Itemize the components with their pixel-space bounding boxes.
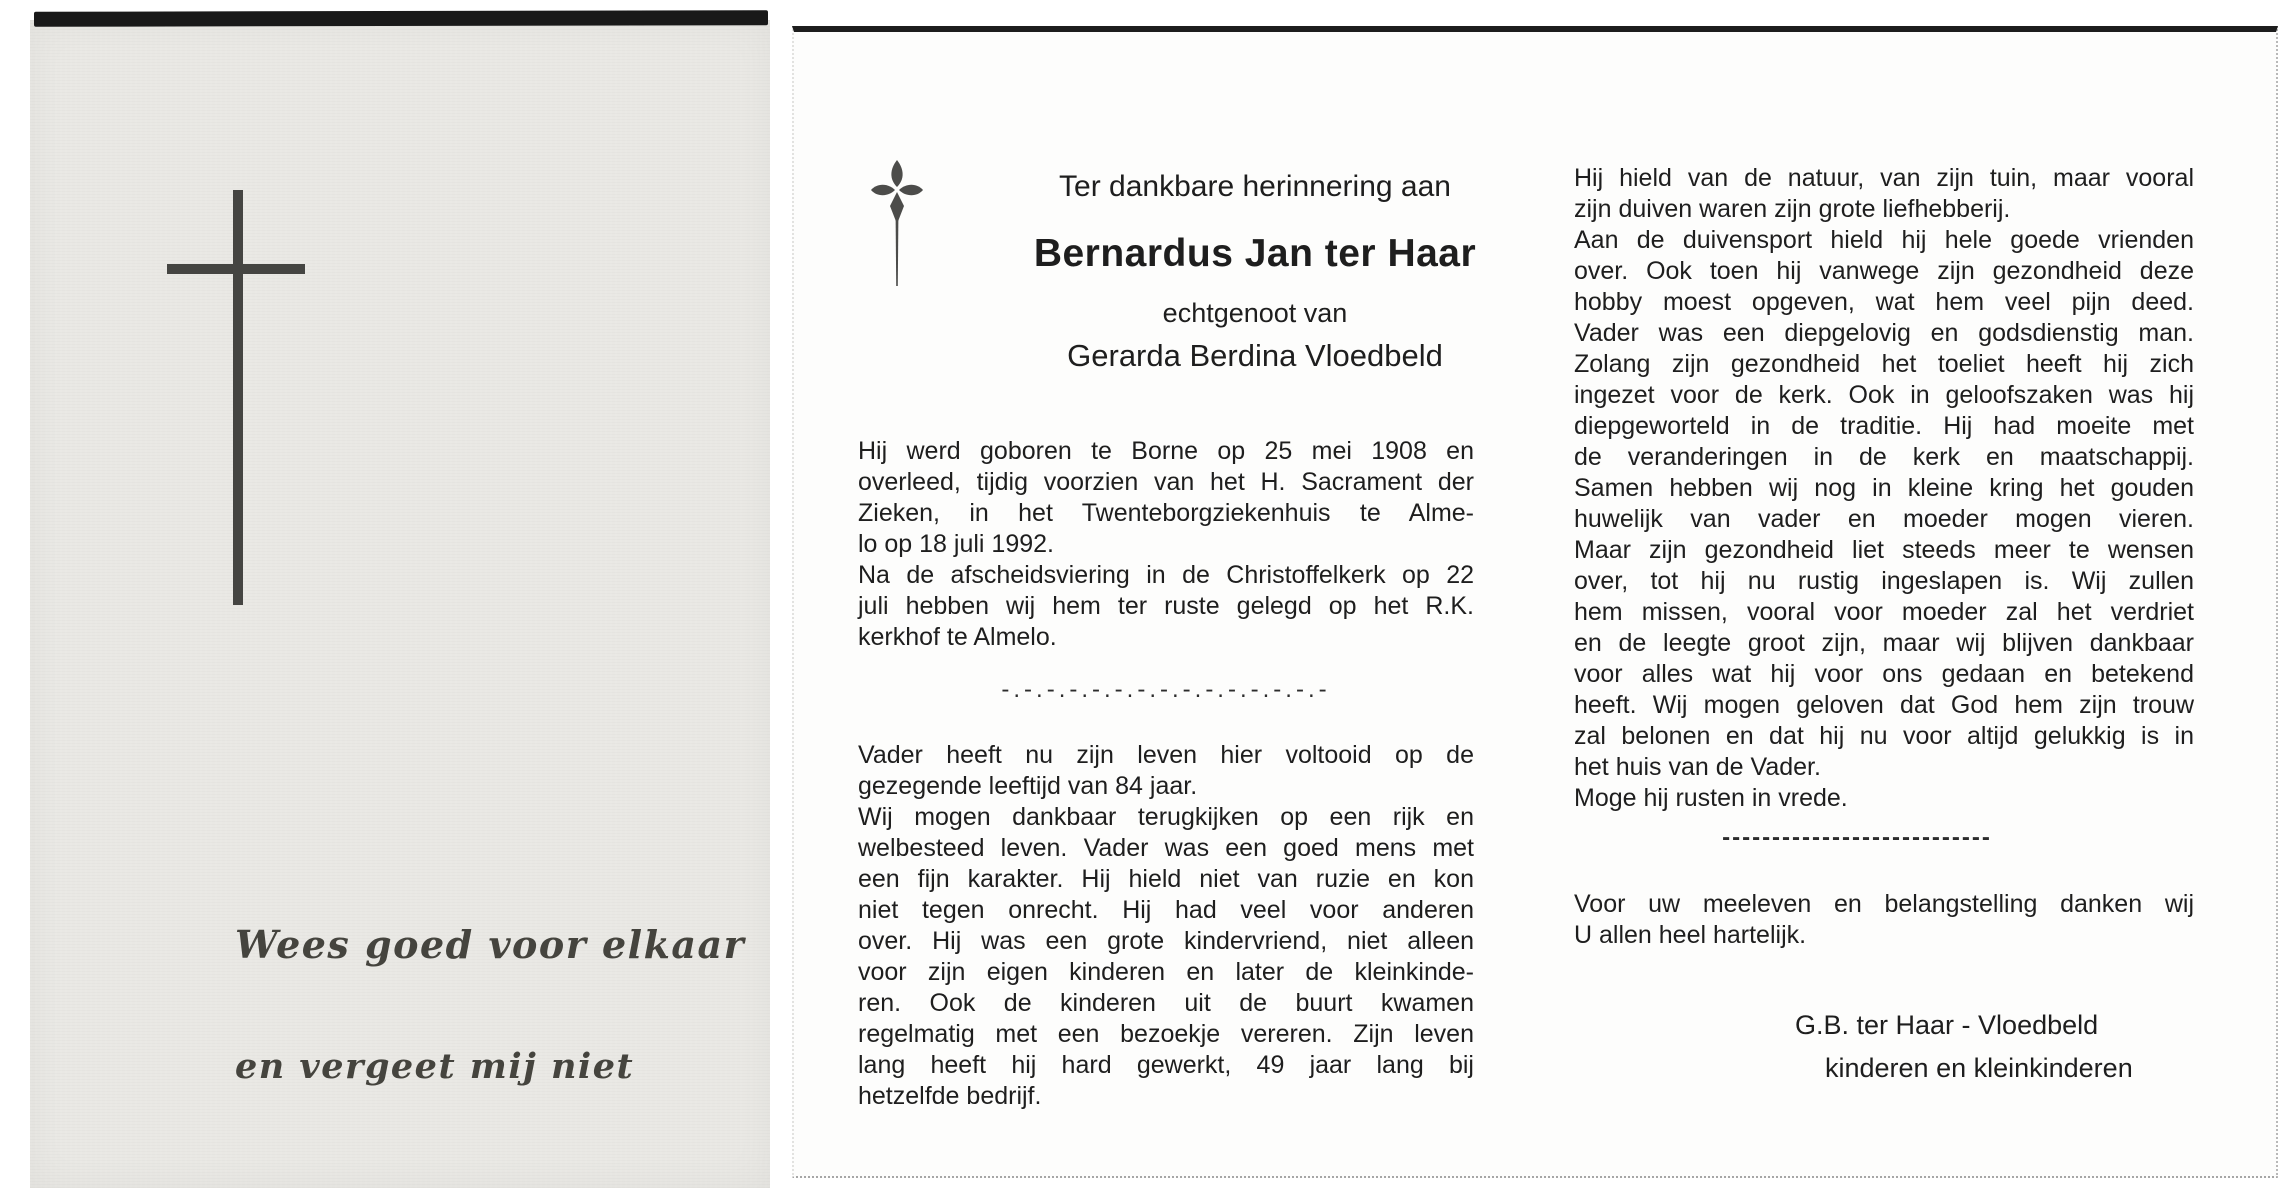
memorial-card-front bbox=[30, 20, 770, 1188]
text-line: over, tot hij nu rustig ingeslapen is. Wij zullen bbox=[1574, 567, 2194, 595]
text-line: ingezet voor de kerk. Ook in geloofszaken was hij bbox=[1574, 381, 2194, 409]
text-line: heeft. Wij mogen geloven dat God hem zijn trouw bbox=[1574, 691, 2194, 719]
text-line: een fijn karakter. Hij hield niet van ruzie en kon bbox=[858, 865, 1474, 893]
spouse-name: Gerarda Berdina Vloedbeld bbox=[1067, 338, 1443, 373]
text-line: Voor uw meeleven en belangstelling danken wij bbox=[1574, 890, 2194, 918]
text-line: Hij hield van de natuur, van zijn tuin, maar vooral bbox=[1574, 164, 2194, 192]
text-line: juli hebben wij hem ter ruste gelegd op het R.K. bbox=[858, 592, 1474, 620]
divider-dashes: -.-.-.-.-.-.-.-.-.-.-.-.-.-.- bbox=[1001, 676, 1331, 703]
text-line: Na de afscheidsviering in de Christoffelkerk op 22 bbox=[858, 561, 1474, 589]
text-line: Aan de duivensport hield hij hele goede vrienden bbox=[1574, 226, 2194, 254]
text-line: overleed, tijdig voorzien van het H. Sacrament der bbox=[858, 468, 1474, 496]
text-line: niet tegen onrecht. Hij had veel voor anderen bbox=[858, 896, 1474, 924]
card-edge-shadow bbox=[34, 10, 768, 27]
divider-dashes-2: --------------------------- bbox=[1722, 824, 1992, 851]
text-line: welbesteed leven. Vader was een goed mens met bbox=[858, 834, 1474, 862]
text-line: zijn duiven waren zijn grote liefhebberij. bbox=[1574, 195, 2011, 223]
ornamental-cross-icon bbox=[868, 158, 926, 290]
thanks-paragraph bbox=[1574, 889, 2194, 951]
text-line: ren. Ook de kinderen uit de buurt kwamen bbox=[858, 989, 1474, 1017]
memorial-card-inside bbox=[792, 26, 2278, 1178]
text-line: kerkhof te Almelo. bbox=[858, 623, 1057, 651]
eulogy-paragraph-1 bbox=[858, 740, 1474, 1112]
eulogy-paragraph-2 bbox=[1574, 163, 2194, 814]
cross-vertical-bar bbox=[233, 190, 243, 605]
text-line: voor zijn eigen kinderen en later de kleinkinde- bbox=[858, 958, 1474, 986]
text-line: over. Hij was een grote kindervriend, niet alleen bbox=[858, 927, 1474, 955]
text-line: hem missen, vooral voor moeder zal het verdriet bbox=[1574, 598, 2194, 626]
text-line: de veranderingen in de kerk en maatschappij. bbox=[1574, 443, 2194, 471]
text-line: Maar zijn gezondheid liet steeds meer te wensen bbox=[1574, 536, 2194, 564]
text-line: Zolang zijn gezondheid het toeliet heeft hij zich bbox=[1574, 350, 2194, 378]
biography-paragraph bbox=[858, 436, 1474, 653]
text-line: hetzelfde bedrijf. bbox=[858, 1082, 1042, 1110]
deceased-name: Bernardus Jan ter Haar bbox=[1033, 232, 1477, 275]
signature-name: G.B. ter Haar - Vloedbeld bbox=[1795, 1010, 2099, 1040]
text-line: regelmatig met een bezoekje vereren. Zijn leven bbox=[858, 1020, 1474, 1048]
motto-line-1: Wees goed voor elkaar bbox=[235, 922, 746, 967]
text-line: Vader heeft nu zijn leven hier voltooid op de bbox=[858, 741, 1474, 769]
relation-label: echtgenoot van bbox=[1162, 298, 1348, 328]
text-line: Wij mogen dankbaar terugkijken op een rijk en bbox=[858, 803, 1474, 831]
text-line: Hij werd goboren te Borne op 25 mei 1908 en bbox=[858, 437, 1474, 465]
motto-line-2: en vergeet mij niet bbox=[235, 1046, 635, 1087]
text-line: lo op 18 juli 1992. bbox=[858, 530, 1054, 558]
text-line: Vader was een diepgelovig en godsdienstig man. bbox=[1574, 319, 2194, 347]
text-line: over. Ook toen hij vanwege zijn gezondheid deze bbox=[1574, 257, 2194, 285]
cross-horizontal-bar bbox=[167, 264, 305, 274]
text-line: Zieken, in het Twenteborgziekenhuis te Alme- bbox=[858, 499, 1474, 527]
text-line: U allen heel hartelijk. bbox=[1574, 921, 1807, 949]
memorial-intro: Ter dankbare herinnering aan bbox=[1059, 170, 1451, 203]
text-line: diepgeworteld in de traditie. Hij had moeite met bbox=[1574, 412, 2194, 440]
text-line: hobby moest opgeven, wat hem veel pijn deed. bbox=[1574, 288, 2194, 316]
text-line: gezegende leeftijd van 84 jaar. bbox=[858, 772, 1198, 800]
text-line: lang heeft hij hard gewerkt, 49 jaar lang bij bbox=[858, 1051, 1474, 1079]
text-line: Moge hij rusten in vrede. bbox=[1574, 784, 1848, 812]
text-line: en de leegte groot zijn, maar wij blijven dankbaar bbox=[1574, 629, 2194, 657]
text-line: huwelijk van vader en moeder mogen vieren. bbox=[1574, 505, 2194, 533]
text-line: voor alles wat hij voor ons gedaan en betekend bbox=[1574, 660, 2194, 688]
text-line: zal belonen en dat hij nu voor altijd gelukkig is in bbox=[1574, 722, 2194, 750]
signature-family: kinderen en kleinkinderen bbox=[1825, 1053, 2133, 1083]
text-line: het huis van de Vader. bbox=[1574, 753, 1821, 781]
text-line: Samen hebben wij nog in kleine kring het gouden bbox=[1574, 474, 2194, 502]
